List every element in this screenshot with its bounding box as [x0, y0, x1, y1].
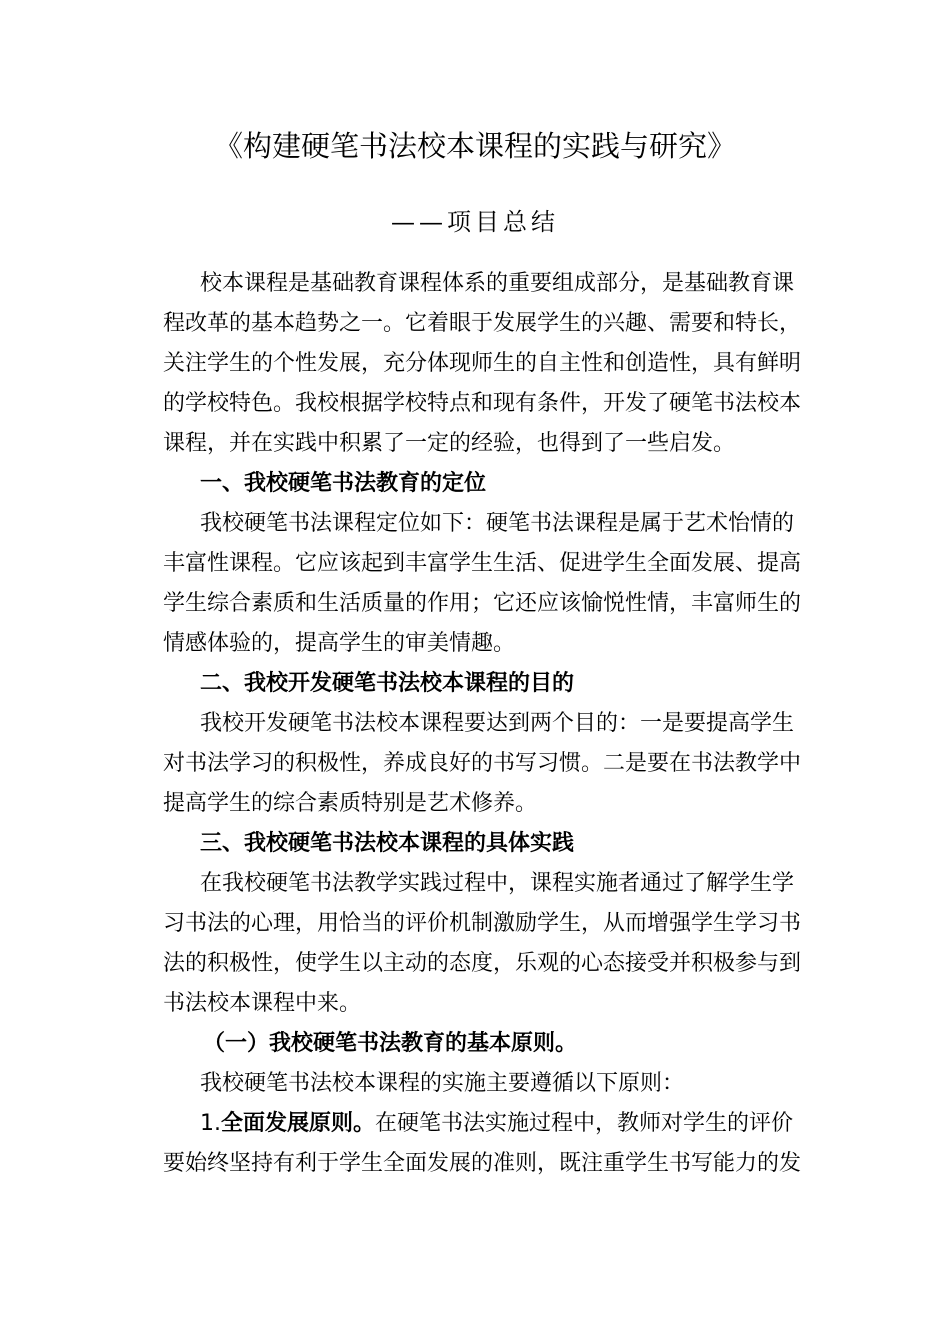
document-body	[163, 264, 807, 1184]
document-subtitle: ——项目总结	[391, 208, 559, 236]
paragraph-line: 提高学生的综合素质特别是艺术修养。	[163, 791, 538, 816]
paragraph-line: 程改革的基本趋势之一。它着眼于发展学生的兴趣、需要和特长，	[163, 311, 802, 336]
section-heading: 一、我校硬笔书法教育的定位	[200, 471, 487, 496]
paragraph-line: 对书法学习的积极性，养成良好的书写习惯。二是要在书法教学中	[163, 751, 802, 776]
principle-text: 在硬笔书法实施过程中，教师对学生的评价	[375, 1111, 794, 1136]
paragraph-line: 习书法的心理，用恰当的评价机制激励学生，从而增强学生学习书	[163, 911, 802, 936]
paragraph-line: 法的积极性，使学生以主动的态度，乐观的心态接受并积极参与到	[163, 951, 802, 976]
section-heading: 二、我校开发硬笔书法校本课程的目的	[200, 671, 575, 696]
paragraph-line: 学生综合素质和生活质量的作用；它还应该愉悦性情，丰富师生的	[163, 591, 802, 616]
paragraph-line: 校本课程是基础教育课程体系的重要组成部分，是基础教育课	[200, 271, 795, 296]
paragraph-line: 课程，并在实践中积累了一定的经验，也得到了一些启发。	[163, 431, 736, 456]
document-title: 《构建硬笔书法校本课程的实践与研究》	[213, 129, 736, 163]
paragraph-line: 情感体验的，提高学生的审美情趣。	[163, 631, 516, 656]
paragraph-line: 在我校硬笔书法教学实践过程中，课程实施者通过了解学生学	[200, 871, 795, 896]
paragraph-line: 书法校本课程中来。	[163, 991, 362, 1016]
subsection-heading: （一）我校硬笔书法教育的基本原则。	[203, 1031, 578, 1056]
paragraph-line: 我校硬笔书法校本课程的实施主要遵循以下原则：	[200, 1071, 685, 1096]
paragraph-line: 我校开发硬笔书法校本课程要达到两个目的：一是要提高学生	[200, 711, 795, 736]
paragraph-line: 的学校特色。我校根据学校特点和现有条件，开发了硬笔书法校本	[163, 391, 802, 416]
paragraph-line: 要始终坚持有利于学生全面发展的准则，既注重学生书写能力的发	[163, 1151, 802, 1176]
paragraph-line: 关注学生的个性发展，充分体现师生的自主性和创造性，具有鲜明	[163, 351, 802, 376]
section-heading: 三、我校硬笔书法校本课程的具体实践	[200, 831, 575, 856]
principle-name: 全面发展原则。	[221, 1111, 376, 1136]
paragraph-line: 丰富性课程。它应该起到丰富学生生活、促进学生全面发展、提高	[163, 551, 802, 576]
paragraph-line: 我校硬笔书法课程定位如下：硬笔书法课程是属于艺术怡情的	[200, 511, 795, 536]
principle-number: 1.	[200, 1111, 221, 1136]
principle-line	[163, 1104, 807, 1144]
